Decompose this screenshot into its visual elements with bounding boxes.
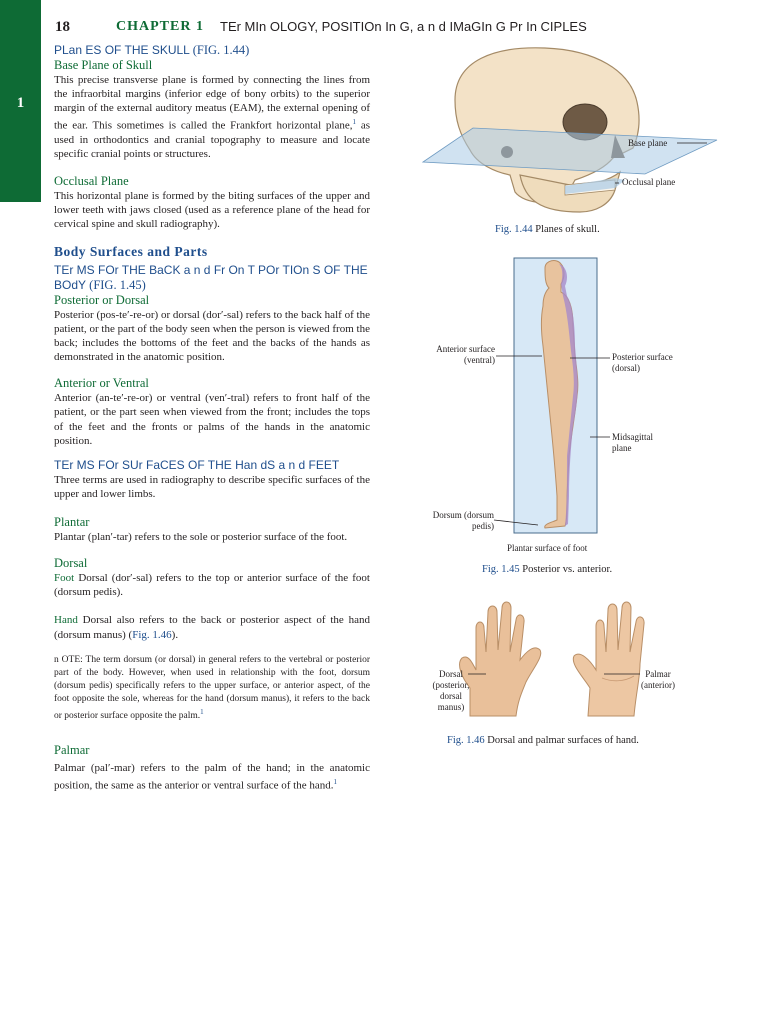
plantar-text: Plantar (plan′-tar) refers to the sole or posterior surface of the foot. <box>54 531 348 544</box>
label-anterior-surface <box>427 344 495 366</box>
hands-feet-intro: Three terms are used in radiography to describe specific surfaces of the upper and lower limbs. <box>54 474 370 501</box>
label-midsagittal-plane <box>612 432 653 454</box>
hands-feet-heading: TEr MS FOr SUr FaCES OF THE Han dS a n d FEET <box>54 458 340 472</box>
page-number: 18 <box>55 19 70 35</box>
label-posterior-line2: (dorsal) <box>612 363 640 373</box>
skull-figure <box>415 40 735 225</box>
label-posterior-line1: Posterior surface <box>612 352 673 362</box>
palmar-hand-shape <box>573 602 644 716</box>
note-body: The term dorsum (or dorsal) in general refers to the vertebral or posterior part of the body. However, when used in relationship with the foot, dorsum (dorsum pedis) specifically refers to the upper surface, or anterior aspect, of the foot opposite the sole, whereas for the hand (dorsum manus), it refers to the back or posterior surface opposite the palm. <box>54 654 370 721</box>
label-dorsum-line1: Dorsum (dorsum <box>432 510 494 520</box>
back-front-fig-ref[interactable]: (FIG. 1.45) <box>89 278 146 292</box>
label-dorsal-line4: manus) <box>437 702 465 712</box>
dorsal-title: Dorsal <box>54 556 88 571</box>
occlusal-plane-title: Occlusal Plane <box>54 174 129 189</box>
posterior-title: Posterior or Dorsal <box>54 293 150 307</box>
body-surfaces-heading: Body Surfaces and Parts <box>54 244 208 259</box>
anterior-text: Anterior (an-te′-re-or) or ventral (ven′-tral) refers to front half of the patient, or the part seen when viewed from the front; includes the tops of the feet and the fronts or palms of the hands in the anatomic position. <box>54 392 370 447</box>
base-plane-citation[interactable]: 1 <box>352 118 357 127</box>
label-dorsum-line2: pedis) <box>472 521 494 531</box>
label-anterior-line1: Anterior surface <box>436 344 495 354</box>
posterior-text: Posterior (pos-te′-re-or) or dorsal (dor′-sal) refers to the back half of the patient, or the part of the body seen when the person is viewed from the back; includes the bottoms of the feet and the backs of the hands as demonstrated in the anatomic position. <box>54 309 370 364</box>
planes-fig-ref[interactable]: (FIG. 1.44) <box>192 43 250 57</box>
fig-1-45-caption <box>482 564 612 575</box>
dorsal-hand-body-a: Dorsal also refers to the back or posterior aspect of the hand (dorsum manus) ( <box>54 614 370 641</box>
fig-1-45-caption-num: Fig. 1.45 <box>482 564 520 575</box>
hands-feet-section <box>54 458 370 793</box>
fig-1-44-caption-text: Planes of skull. <box>535 224 600 235</box>
palmar-citation[interactable]: 1 <box>333 777 337 786</box>
note-box <box>54 654 370 723</box>
label-dorsal-line3: dorsal <box>440 691 462 701</box>
dorsal-hand-label: Hand <box>54 614 78 627</box>
fig-1-45-caption-text: Posterior vs. anterior. <box>522 564 613 575</box>
label-base-plane: Base plane <box>628 138 668 148</box>
palmar-body: Palmar (pal′-mar) refers to the palm of the hand; in the anatomic position, the same as the anterior or ventral surface of the hand. <box>54 761 370 792</box>
palmar-text <box>54 761 370 793</box>
label-dorsum-pedis <box>422 510 494 532</box>
fig-1-44-caption-num: Fig. 1.44 <box>495 224 533 235</box>
dorsal-hand-fig-ref[interactable]: Fig. 1.46 <box>132 628 172 641</box>
fig-1-46-caption-text: Dorsal and palmar surfaces of hand. <box>487 735 639 746</box>
base-plane-text-b: as used in orthodontics and cranial topography to measure and locate specific cranial points or structures. <box>54 119 370 161</box>
label-midsagittal-line2: plane <box>612 443 632 453</box>
label-anterior-line2: (ventral) <box>464 355 495 365</box>
base-plane-title: Base Plane of Skull <box>54 58 153 72</box>
occlusal-plane-text: This horizontal plane is formed by the biting surfaces of the upper and lower teeth with jaws closed (used as a reference plane of the head for cervical spine and skull radiography). <box>54 190 370 231</box>
label-palmar-hand <box>634 669 682 691</box>
planes-heading-text: PLan ES OF THE SKULL <box>54 43 190 57</box>
chapter-label: CHAPTER 1 <box>116 19 204 34</box>
dorsal-foot-text <box>54 571 370 599</box>
label-posterior-surface <box>612 352 673 374</box>
body-surfaces-section <box>54 244 370 448</box>
note-text <box>54 654 370 723</box>
palmar-title: Palmar <box>54 742 90 757</box>
back-front-heading <box>54 263 370 293</box>
label-occlusal-plane: Occlusal plane <box>622 177 676 187</box>
fig-1-44-caption <box>495 224 600 235</box>
dorsal-hand-body-b: ). <box>171 628 179 641</box>
label-dorsal-line1: Dorsal <box>439 669 463 679</box>
chapter-title: TEr MIn OLOGY, POSITIOn In G, a n d IMaGIn G Pr In CIPLES <box>220 19 587 34</box>
label-palmar-line2: (anterior) <box>641 680 675 690</box>
anterior-title: Anterior or Ventral <box>54 376 149 391</box>
dorsum-leader <box>494 520 538 525</box>
base-plane-text-a: This precise transverse plane is formed by connecting the lines from the infraorbital margins (inferior edge of bony orbits) to the superior margin of the external auditory meatus (EAM), the external opening of the ear. This sometimes is called the Frankfort horizontal plane, <box>54 74 370 132</box>
base-plane-shape <box>423 128 717 174</box>
fig-1-46-caption-num: Fig. 1.46 <box>447 735 485 746</box>
plantar-title: Plantar <box>54 515 90 530</box>
note-label: n OTE: <box>54 654 83 665</box>
chapter-tab-number: 1 <box>16 95 25 111</box>
planes-heading <box>54 43 370 58</box>
planes-section <box>54 43 370 232</box>
label-palmar-line1: Palmar <box>645 669 671 679</box>
dorsal-hand-text <box>54 613 370 641</box>
dorsal-foot-label: Foot <box>54 572 75 585</box>
fig-1-46-caption <box>447 735 639 746</box>
back-front-heading-line1: TEr MS FOr THE BaCK a n d Fr On T POr TIOn S OF THE <box>54 263 368 277</box>
note-citation[interactable]: 1 <box>200 707 204 716</box>
label-dorsal-hand <box>424 669 478 713</box>
dorsal-foot-body: Dorsal (dor′-sal) refers to the top or anterior surface of the foot (dorsum pedis). <box>54 572 370 599</box>
back-front-heading-line2: BOdY <box>54 278 86 292</box>
base-plane-text <box>54 73 370 161</box>
label-dorsal-line2: (posterior, <box>432 680 470 690</box>
label-plantar-surface: Plantar surface of foot <box>507 543 588 553</box>
label-midsagittal-line1: Midsagittal <box>612 432 653 442</box>
